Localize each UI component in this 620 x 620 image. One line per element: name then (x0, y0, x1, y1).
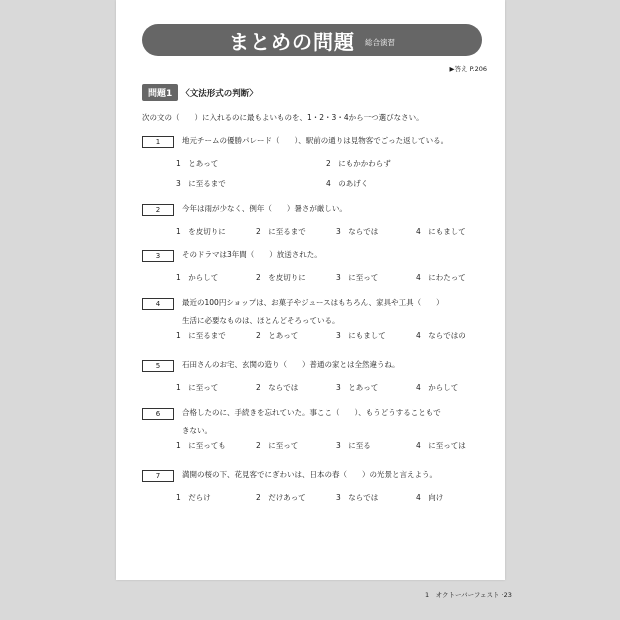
answer-option[interactable]: 4 にわたって (416, 273, 466, 282)
question-stem: 最近の100円ショップは、お菓子やジュースはもちろん、家具や工具（ ） (182, 298, 444, 307)
answer-option[interactable]: 2 にもかかわらず (326, 159, 391, 168)
question-number: 1 (142, 136, 174, 148)
question-number: 5 (142, 360, 174, 372)
answer-option[interactable]: 3 とあって (336, 383, 379, 392)
answer-option[interactable]: 1 とあって (176, 159, 219, 168)
question-1 (142, 136, 492, 196)
answer-option[interactable]: 3 に至る (336, 441, 371, 450)
answer-option[interactable]: 4 ならではの (416, 331, 466, 340)
question-stem: 今年は雨が少なく、例年（ ）暑さが厳しい。 (182, 204, 347, 213)
answer-option[interactable]: 3 に至って (336, 273, 379, 282)
question-4 (142, 298, 492, 358)
answer-option[interactable]: 2 だけあって (256, 493, 306, 502)
question-7 (142, 470, 492, 530)
answer-option[interactable]: 2 を皮切りに (256, 273, 306, 282)
question-stem-continued: きない。 (182, 426, 212, 435)
answer-option[interactable]: 3 ならでは (336, 227, 379, 236)
section-title: 〈文法形式の判断〉 (181, 88, 258, 99)
answer-option[interactable]: 2 に至るまで (256, 227, 306, 236)
answer-option[interactable]: 2 とあって (256, 331, 299, 340)
answer-option[interactable]: 4 向け (416, 493, 444, 502)
answer-option[interactable]: 1 に至るまで (176, 331, 226, 340)
answer-option[interactable]: 1 に至って (176, 383, 219, 392)
answer-option[interactable]: 2 ならでは (256, 383, 299, 392)
answer-reference: ▶答え P.206 (449, 65, 487, 73)
question-stem: 満開の桜の下、花見客でにぎわいは、日本の春（ ）の光景と言えよう。 (182, 470, 437, 479)
page-title: まとめの問題 (229, 29, 355, 54)
question-number: 4 (142, 298, 174, 310)
answer-option[interactable]: 4 のあげく (326, 179, 369, 188)
title-banner (142, 24, 482, 56)
section-label: 問題1 (142, 84, 178, 101)
answer-option[interactable]: 1 を皮切りに (176, 227, 226, 236)
answer-option[interactable]: 1 だらけ (176, 493, 211, 502)
answer-option[interactable]: 4 に至っては (416, 441, 466, 450)
answer-option[interactable]: 2 に至って (256, 441, 299, 450)
page-footer: 1 オクトーバーフェスト ·23 (425, 591, 512, 599)
question-number: 2 (142, 204, 174, 216)
question-6 (142, 408, 492, 468)
question-stem: 合格したのに、手続きを忘れていた。事ここ（ ）、もうどうすることもで (182, 408, 441, 417)
question-stem: 石田さんのお宅、玄関の造り（ ）普通の家とは全然違うね。 (182, 360, 400, 369)
question-stem-continued: 生活に必要なものは、ほとんどそろっている。 (182, 316, 340, 325)
answer-option[interactable]: 1 からして (176, 273, 219, 282)
question-number: 6 (142, 408, 174, 420)
answer-option[interactable]: 4 からして (416, 383, 459, 392)
question-stem: 地元チームの優勝パレード（ ）、駅前の通りは見物客でごった返している。 (182, 136, 449, 145)
answer-option[interactable]: 3 にもまして (336, 331, 386, 340)
answer-option[interactable]: 4 にもまして (416, 227, 466, 236)
page-subtitle: 総合演習 (365, 37, 395, 47)
answer-option[interactable]: 3 ならでは (336, 493, 379, 502)
instruction-text: 次の文の（ ）に入れるのに最もよいものを、1・2・3・4から一つ選びなさい。 (142, 113, 424, 122)
question-stem: そのドラマは3年間（ ）放送された。 (182, 250, 322, 259)
question-number: 3 (142, 250, 174, 262)
section-header (142, 84, 258, 101)
answer-option[interactable]: 3 に至るまで (176, 179, 226, 188)
question-number: 7 (142, 470, 174, 482)
answer-option[interactable]: 1 に至っても (176, 441, 226, 450)
workbook-page (116, 0, 505, 580)
